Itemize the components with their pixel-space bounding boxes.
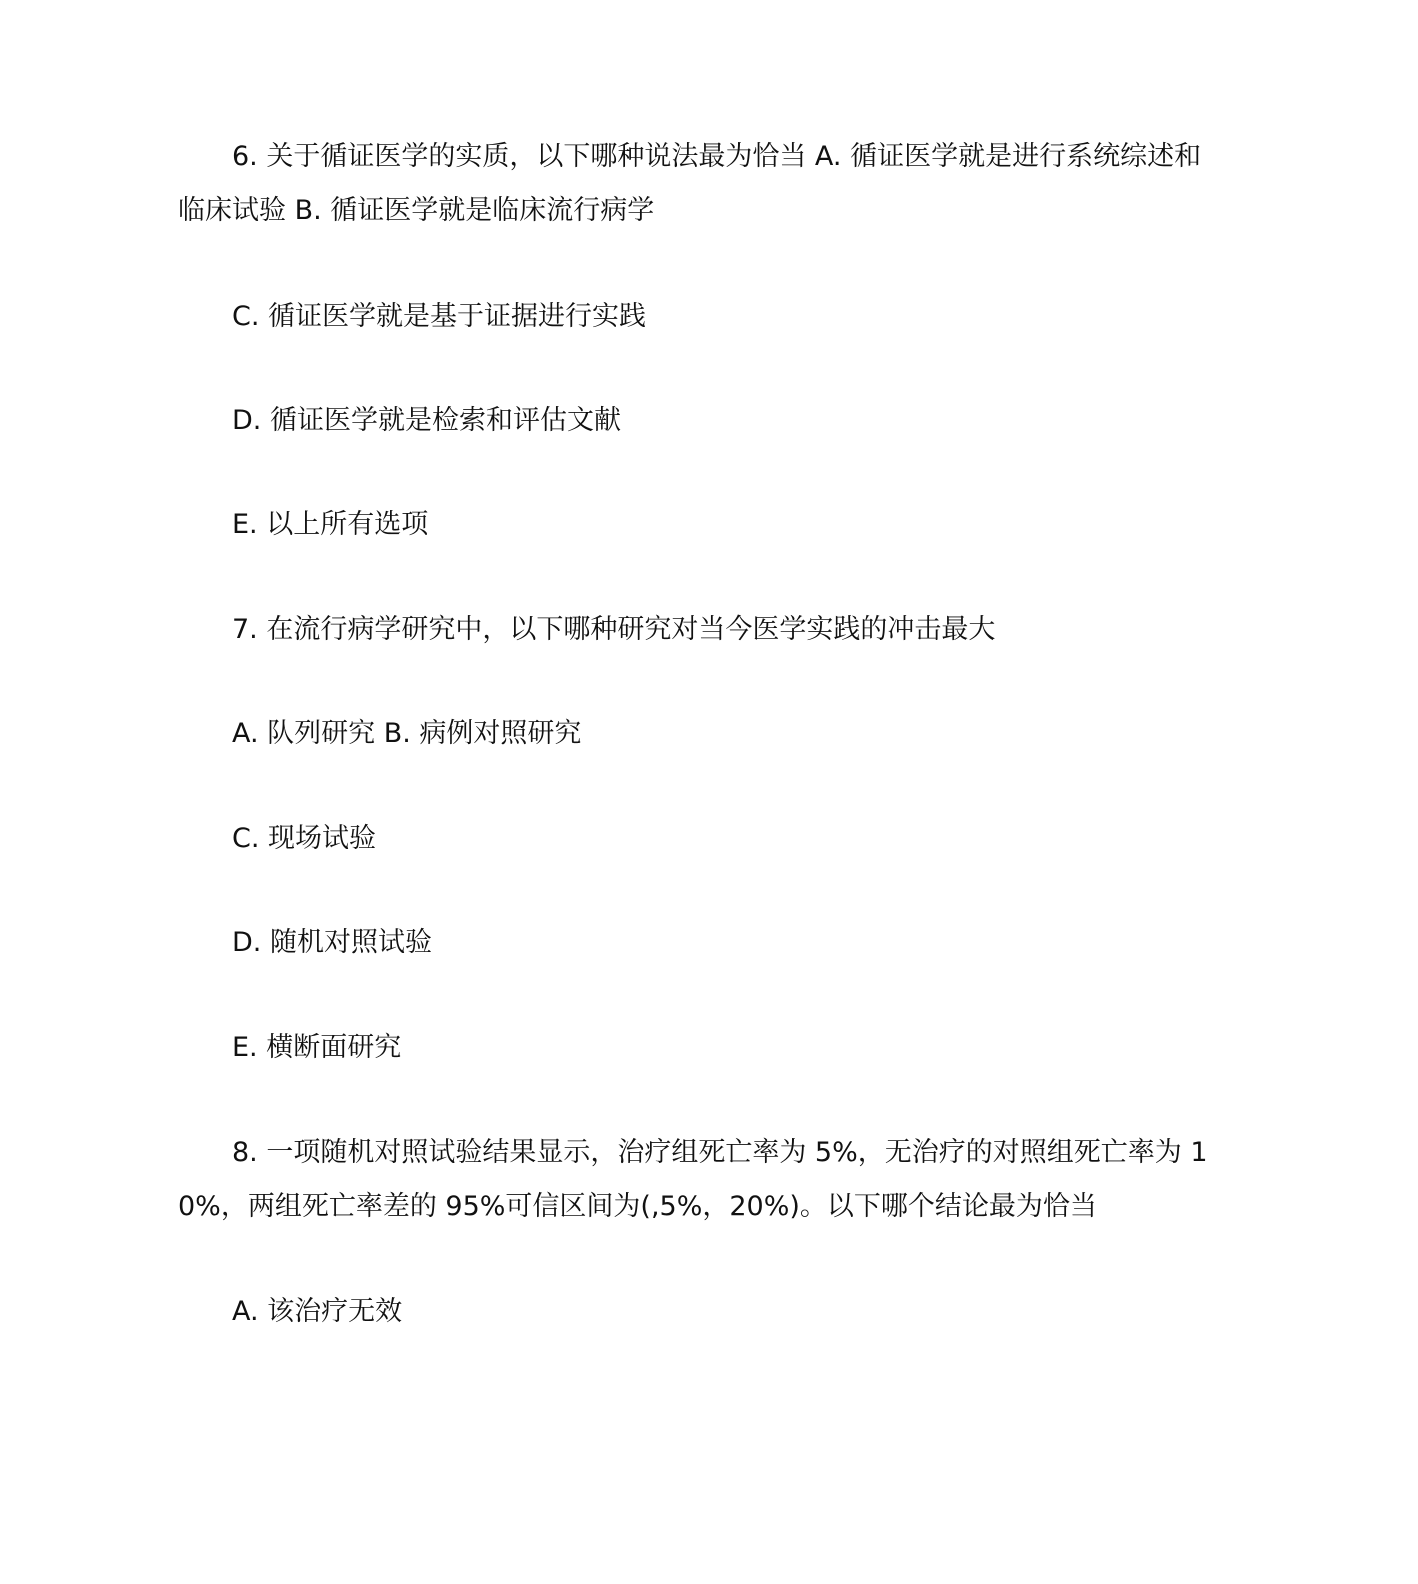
- question-6-option-d: D. 循证医学就是检索和评估文献: [232, 405, 621, 436]
- question-8-option-a: A. 该治疗无效: [232, 1296, 403, 1327]
- question-7-stem: 7. 在流行病学研究中，以下哪种研究对当今医学实践的冲击最大: [232, 614, 996, 645]
- question-7-option-c: C. 现场试验: [232, 823, 377, 854]
- question-6-option-c: C. 循证医学就是基于证据进行实践: [232, 301, 647, 332]
- question-7-option-d: D. 随机对照试验: [232, 927, 432, 958]
- question-7-option-e: E. 横断面研究: [232, 1032, 402, 1063]
- question-6-option-e: E. 以上所有选项: [232, 509, 429, 540]
- question-6-stem: 6. 关于循证医学的实质，以下哪种说法最为恰当 A. 循证医学就是进行系统综述和临床试验 B. 循证医学就是临床流行病学: [178, 141, 1202, 226]
- question-8-stem: 8. 一项随机对照试验结果显示，治疗组死亡率为 5%，无治疗的对照组死亡率为 10%，两组死亡率差的 95%可信区间为(,5%，20%)。以下哪个结论最为恰当: [178, 1137, 1208, 1222]
- question-7-options-a-b: A. 队列研究 B. 病例对照研究: [232, 718, 582, 749]
